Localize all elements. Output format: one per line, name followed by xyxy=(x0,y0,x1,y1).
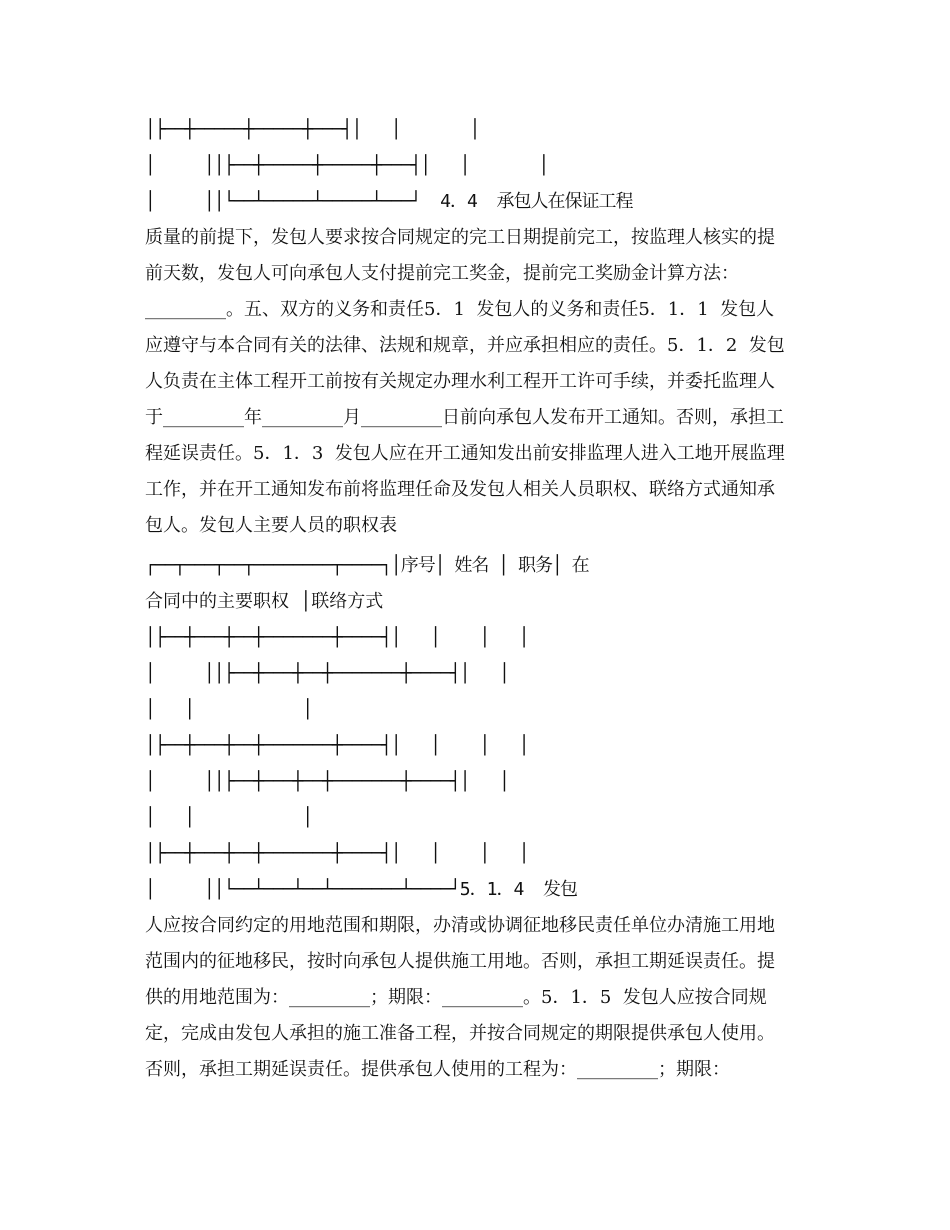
table-border-line-20: │ │ │ xyxy=(145,807,313,828)
table-border-line-16: │ ││├──┼───┼──┼───────┼────┤│ │ xyxy=(145,663,509,684)
table-border-line-2: │ ││├──┼─────┼─────┼───┤│ │ │ xyxy=(145,155,549,176)
paragraph-line-27: 否则，承担工期延误责任。提供承包人使用的工程为：_________；期限： xyxy=(145,1059,730,1080)
paragraph-line-9: 于_________年_________月_________日前向承包人发布开工通知。否则，承担工 xyxy=(145,407,784,428)
paragraph-line-26: 定，完成由发包人承担的施工准备工程，并按合同规定的期限提供承包人使用。 xyxy=(145,1023,775,1044)
paragraph-line-5: 前天数，发包人可向承包人支付提前完工奖金，提前完工奖励金计算方法： xyxy=(145,263,739,284)
paragraph-line-11: 工作，并在开工通知发布前将监理任命及发包人相关人员职权、联络方式通知承 xyxy=(145,479,775,500)
paragraph-line-24: 范围内的征地移民，按时向承包人提供施工用地。否则，承担工期延误责任。提 xyxy=(145,951,775,972)
paragraph-line-25: 供的用地范围为：_________；期限：_________。5．1．5 发包人应按合同规 xyxy=(145,987,767,1008)
table-border-line-1: │├──┼─────┼─────┼───┤│ │ │ xyxy=(145,119,480,140)
paragraph-line-6: _________。五、双方的义务和责任5．1 发包人的义务和责任5．1．1 发包人 xyxy=(145,299,775,320)
table-border-line-17: │ │ │ xyxy=(145,699,313,720)
paragraph-line-4: 质量的前提下，发包人要求按合同规定的完工日期提前完工，按监理人核实的提 xyxy=(145,227,775,248)
table-border-line-15: │├──┼───┼──┼───────┼────┤│ │ │ │ xyxy=(145,627,529,648)
table-border-line-21: │├──┼───┼──┼───────┼────┤│ │ │ │ xyxy=(145,843,529,864)
paragraph-line-8: 人负责在主体工程开工前按有关规定办理水利工程开工许可手续，并委托监理人 xyxy=(145,371,775,392)
paragraph-line-23: 人应按合同约定的用地范围和期限，办清或协调征地移民责任单位办清施工用地 xyxy=(145,915,775,936)
table-header-line: ┌──┬───┬──┬────────┬────┐│序号│ 姓名 │ 职务│ 在 xyxy=(145,555,589,576)
table-border-line-3: │ ││└──┴─────┴─────┴───┘ 4．4 承包人在保证工程 xyxy=(145,191,633,212)
table-border-line-22: │ ││└──┴───┴──┴───────┴────┘5．1．4 发包 xyxy=(145,879,577,900)
table-border-line-19: │ ││├──┼───┼──┼───────┼────┤│ │ xyxy=(145,771,509,792)
table-border-line-18: │├──┼───┼──┼───────┼────┤│ │ │ │ xyxy=(145,735,529,756)
table-header-line-2: 合同中的主要职权 │联络方式 xyxy=(145,591,384,612)
paragraph-line-10: 程延误责任。5．1．3 发包人应在开工通知发出前安排监理人进入工地开展监理 xyxy=(145,443,785,464)
paragraph-line-7: 应遵守与本合同有关的法律、法规和规章，并应承担相应的责任。5．1．2 发包 xyxy=(145,335,785,356)
paragraph-line-12: 包人。发包人主要人员的职权表 xyxy=(145,515,397,536)
